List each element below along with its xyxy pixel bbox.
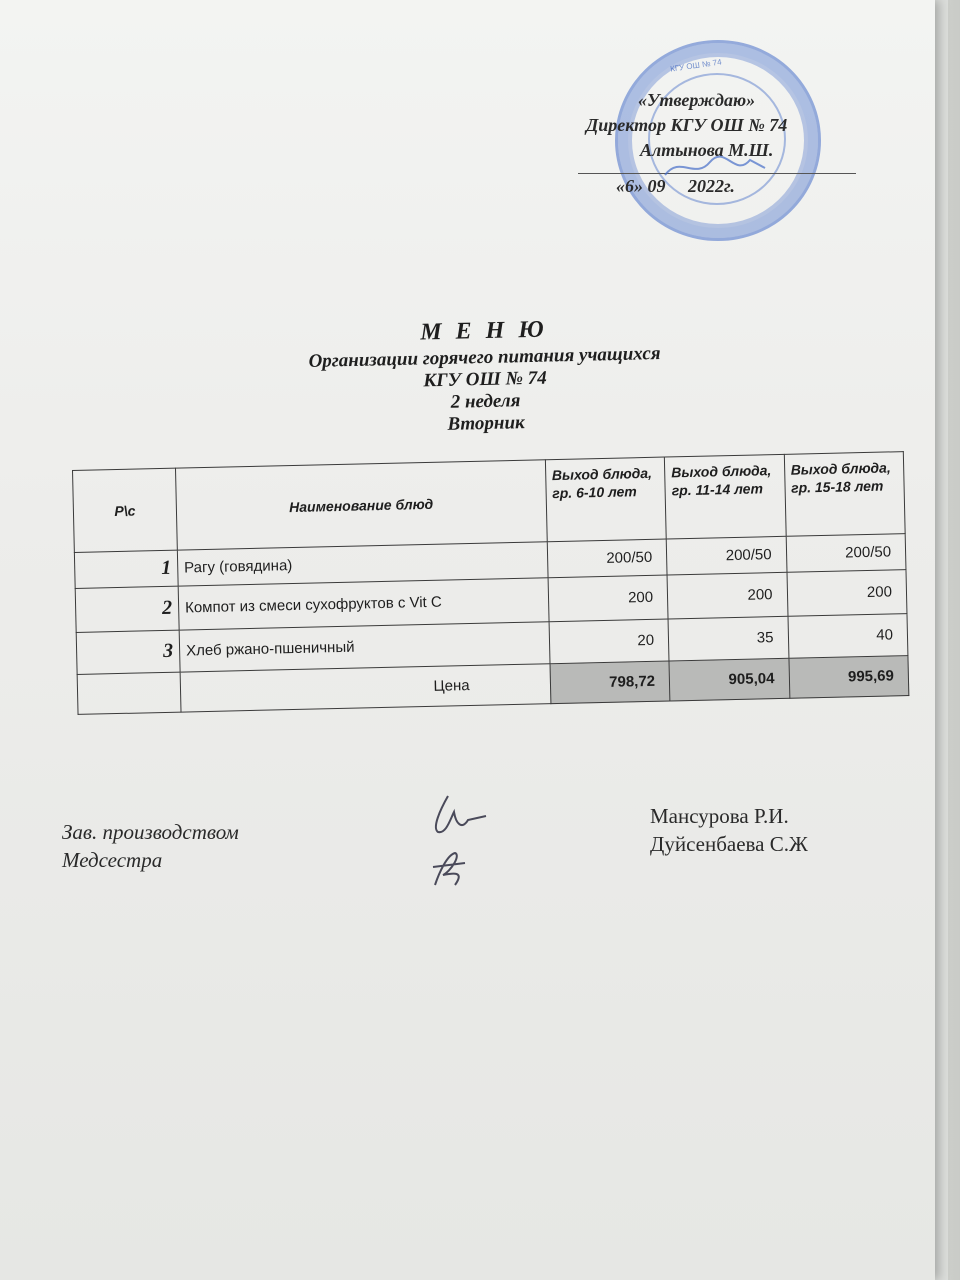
director-signature-icon: [660, 150, 770, 185]
menu-table: [72, 451, 909, 715]
date-day: 6: [625, 176, 634, 196]
output-11-14: 200: [667, 572, 787, 619]
output-6-10: 20: [549, 619, 669, 664]
approval-line-1: «Утверждаю»: [638, 90, 756, 110]
name-production-head: Мансурова Р.И.: [650, 804, 789, 828]
approval-line-2: Директор КГУ ОШ № 74: [586, 115, 788, 135]
header-dish-name: Наименование блюд: [175, 460, 546, 550]
date-year: 2022г.: [688, 176, 735, 196]
header-num: Р\с: [73, 468, 178, 552]
dish-name: Рагу (говядина): [177, 542, 547, 586]
output-11-14: 35: [668, 616, 788, 661]
production-head-signature-icon: [420, 790, 490, 840]
header-output-11-14: Выход блюда, гр. 11-14 лет: [664, 454, 785, 539]
output-15-18: 200: [787, 570, 907, 617]
role-nurse: Медсестра: [62, 848, 163, 872]
row-num: 2: [75, 586, 179, 632]
price-11-14: 905,04: [669, 658, 789, 701]
approval-date: «6» 09 2022г.: [578, 173, 856, 199]
price-6-10: 798,72: [550, 661, 670, 704]
header-output-6-10: Выход блюда, гр. 6-10 лет: [545, 457, 666, 542]
dish-name: Хлеб ржано-пшеничный: [179, 622, 550, 672]
date-month: 09: [647, 176, 666, 196]
price-label: Цена: [180, 664, 551, 712]
school-name: КГУ ОШ № 74: [423, 367, 547, 392]
output-15-18: 200/50: [786, 534, 906, 573]
role-production-head: Зав. производством: [62, 820, 239, 844]
approval-line-3: Алтынова М.Ш.: [640, 140, 774, 160]
header-output-15-18: Выход блюда, гр. 15-18 лет: [784, 452, 905, 537]
names-block: [650, 802, 808, 858]
menu-title-block: [239, 312, 732, 440]
menu-subtitle: Организации горячего питания учащихся: [308, 343, 661, 372]
dish-name: Компот из смеси сухофруктов с Vit C: [178, 578, 549, 630]
stamp-text: КГУ ОШ № 74: [669, 57, 723, 74]
day-label: Вторник: [447, 412, 525, 435]
week-label: 2 неделя: [450, 390, 521, 413]
output-15-18: 40: [788, 614, 908, 659]
roles-block: [62, 818, 239, 874]
output-11-14: 200/50: [666, 536, 786, 575]
name-nurse: Дуйсенбаева С.Ж: [650, 832, 808, 856]
output-6-10: 200: [548, 575, 668, 622]
output-6-10: 200/50: [547, 539, 667, 578]
row-num: 1: [74, 550, 178, 588]
nurse-signature-icon: [425, 845, 475, 890]
price-15-18: 995,69: [788, 656, 908, 699]
menu-title: М Е Н Ю: [420, 316, 548, 346]
row-num: 3: [76, 630, 180, 674]
price-row-empty: [77, 672, 181, 714]
